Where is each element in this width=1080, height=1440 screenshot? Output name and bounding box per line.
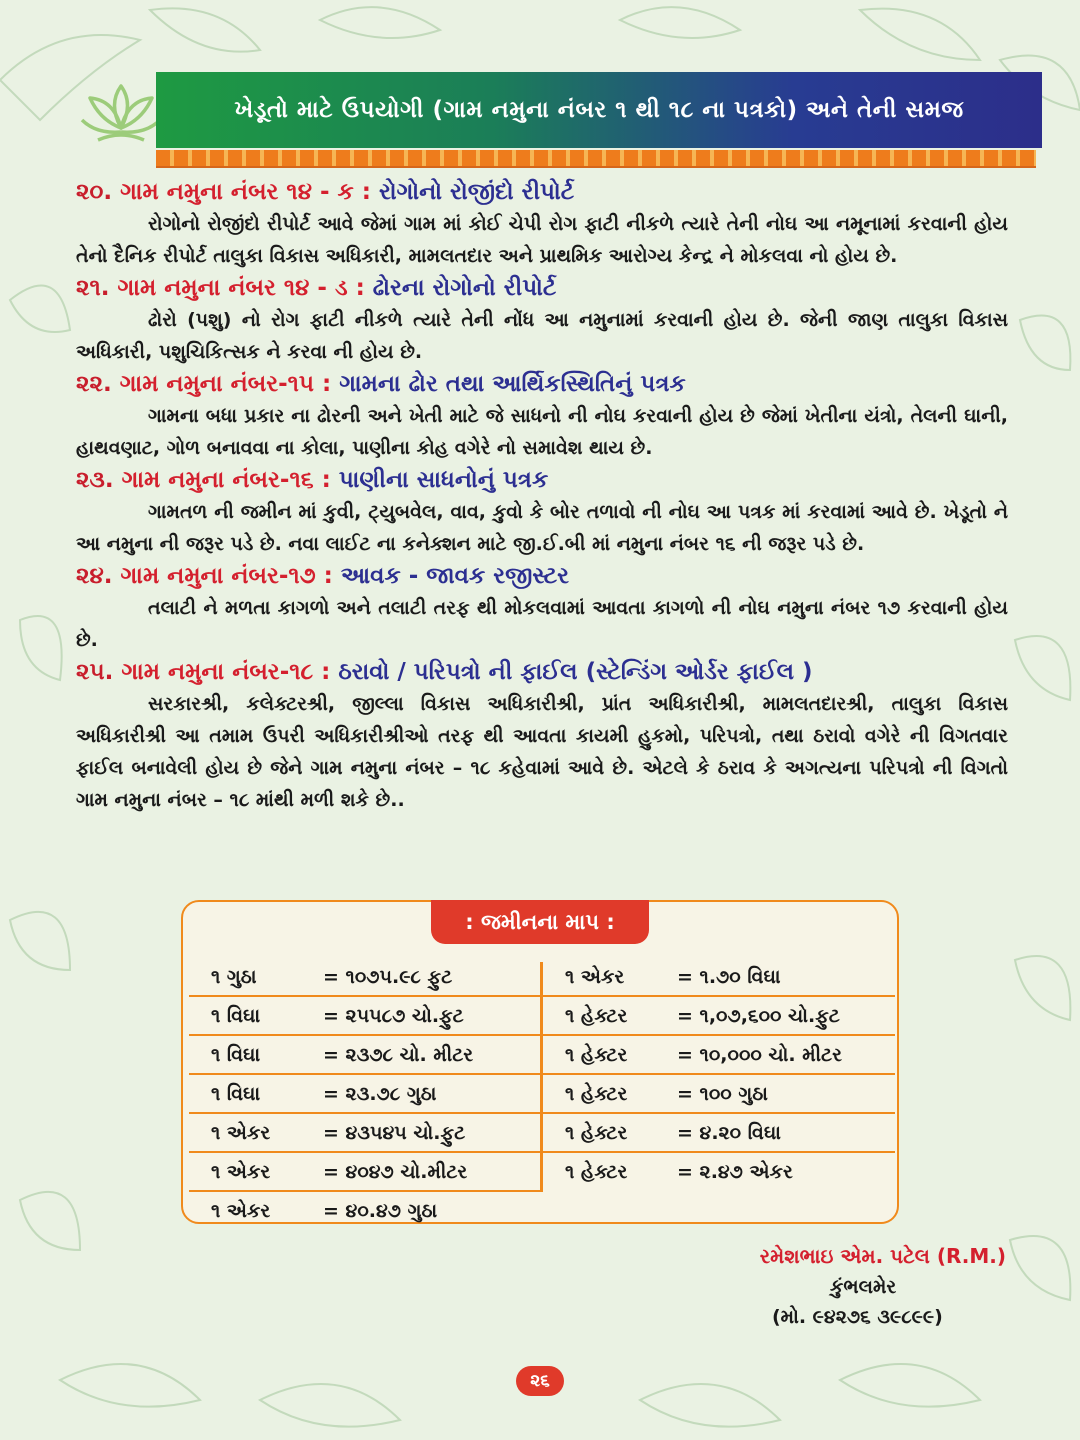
section-22 [76,368,1008,464]
author-place: કુંભલમેર [830,1276,897,1298]
section-label: ગામ નમુના નંબર ૧૪ - ડ : [117,275,365,301]
value-cell: = ૨૩.૭૮ ગુઠા [323,1082,437,1105]
section-20 [76,176,1008,272]
section-body: તલાટી ને મળતા કાગળો અને તલાટી તરફ થી મોકલવામાં આવતા કાગળો ની નોઘ નમુના નંબર ૧૭ કરવાની હોય છે. [76,597,1008,651]
section-body: ગામતળ ની જમીન માં કુવી, ટ્યુબવેલ, વાવ, કુવો કે બોર તળાવો ની નોઘ આ પત્રક માં કરવામાં આવે છે. ખેડૂતો ને આ નમુના ની જરૂર પડે છે. નવા લાઈટ ના કનેક્શન માટે જી.ઈ.બી માં નમુના નંબર ૧૬ ની જરૂર પડે છે. [76,501,1008,555]
section-label: ગામ નમુના નંબર ૧૪ - ક : [120,179,371,205]
measures-right-column [543,958,895,1190]
section-name: ઠરાવો / પરિપત્રો ની ફાઈલ (સ્ટેન્ડિંગ ઓર્ડર ફાઈલ ) [338,659,813,685]
unit-cell: ૧ એકર [211,1121,271,1144]
page-number: ૨૬ [516,1366,564,1396]
value-cell: = ૪૩૫૪૫ ચો.ફુટ [323,1121,466,1144]
table-row [189,1192,541,1229]
section-number: ૨૫. [76,659,114,685]
section-number: ૨૩. [76,467,114,493]
section-body: ગામના બધા પ્રકાર ના ઢોરની અને ખેતી માટે જે સાધનો ની નોઘ કરવાની હોય છે જેમાં ખેતીના યંત્રો, તેલની ઘાની, હાથવણાટ, ગોળ બનાવવા ના કોલા, પાણીના કોહ વગેરે નો સમાવેશ થાય છે. [76,405,1008,459]
author-phone: (મો. ૯૪૨૭૬ ૩૯૮૯૯) [772,1306,943,1328]
value-cell: = ૧,૦૭,૬૦૦ ચો.ફુટ [677,1004,840,1027]
page-title: ખેડૂતો માટે ઉપયોગી (ગામ નમુના નંબર ૧ થી ૧૮ ના પત્રકો) અને તેની સમજ [156,72,1042,148]
section-name: આવક - જાવક રજીસ્ટર [340,563,570,589]
value-cell: = ૪૦૪૭ ચો.મીટર [323,1160,468,1183]
page-header [78,72,1038,152]
value-cell: = ૨૩૭૮ ચો. મીટર [323,1043,474,1066]
section-title [76,176,1008,208]
section-name: રોગોનો રોજીંદો રીપોર્ટ [378,179,575,205]
table-title: : જમીનના માપ : [431,900,649,944]
table-row [189,997,541,1036]
value-cell: = ૧૦૦ ગુઠા [677,1082,768,1105]
table-row [189,1153,541,1192]
table-row [189,1114,541,1153]
lotus-icon [78,80,164,146]
section-21 [76,272,1008,368]
section-label: ગામ નમુના નંબર-૧૫ : [119,371,332,397]
section-body: રોગોનો રોજીંદો રીપોર્ટ આવે જેમાં ગામ માં કોઈ ચેપી રોગ ફાટી નીકળે ત્યારે તેની નોઘ આ નમૂનામાં કરવાની હોય તેનો દૈનિક રીપોર્ટ તાલુકા વિકાસ અધિકારી, મામલતદાર અને પ્રાથમિક આરોગ્ય કેન્દ્ર ને મોકલવા નો હોય છે. [76,213,1008,267]
value-cell: = ૧૦૭૫.૯૮ ફુટ [323,965,453,988]
section-body: સરકારશ્રી, કલેક્ટરશ્રી, જીલ્લા વિકાસ અધિકારીશ્રી, પ્રાંત અધિકારીશ્રી, મામલતદારશ્રી, તાલુકા વિકાસ અધિકારીશ્રી આ તમામ ઉપરી અધિકારીશ્રીઓ તરફ થી આવતા કાયમી હુકમો, પરિપત્રો, તથા ઠરાવો વગેરે ની વિગતવાર ફાઈલ બનાવેલી હોય છે જેને ગામ નમુના નંબર – ૧૮ કહેવામાં આવે છે. એટલે કે ઠરાવ કે અગત્યના પરિપત્રો ની વિગતો ગામ નમુના નંબર – ૧૮ માંથી મળી શકે છે.. [76,693,1008,811]
unit-cell: ૧ હેક્ટર [565,1043,628,1066]
section-number: ૨૨. [76,371,112,397]
table-row [189,1036,541,1075]
table-row [543,1153,895,1190]
value-cell: = ૨.૪૭ એકર [677,1160,793,1183]
section-number: ૨૪. [76,563,113,589]
unit-cell: ૧ વિઘા [211,1004,261,1027]
unit-cell: ૧ હેક્ટર [565,1160,628,1183]
section-23 [76,464,1008,560]
section-title [76,464,1008,496]
table-row [189,958,541,997]
section-name: ગામના ઢોર તથા આર્થિકસ્થિતિનું પત્રક [339,371,686,397]
section-label: ગામ નમુના નંબર-૧૬ : [121,467,331,493]
section-number: ૨૦. [76,179,113,205]
value-cell: = ૧૦,૦૦૦ ચો. મીટર [677,1043,842,1066]
unit-cell: ૧ હેક્ટર [565,1004,628,1027]
section-title [76,368,1008,400]
section-name: પાણીના સાધનોનું પત્રક [338,467,549,493]
author-name: રમેશભાઇ એમ. પટેલ (R.M.) [759,1244,1006,1268]
section-24 [76,560,1008,656]
section-title [76,560,1008,592]
main-content [76,176,1008,816]
table-row [543,997,895,1036]
section-title [76,272,1008,304]
land-measures-table [181,900,899,1224]
unit-cell: ૧ ગુઠા [211,965,257,988]
table-row [543,1036,895,1075]
section-number: ૨૧. [76,275,110,301]
measures-left-column [189,958,541,1229]
section-25 [76,656,1008,816]
section-title [76,656,1008,688]
value-cell: = ૪.૨૦ વિઘા [677,1121,781,1144]
section-label: ગામ નમુના નંબર-૧૭ : [120,563,333,589]
section-label: ગામ નમુના નંબર-૧૮ : [121,659,331,685]
value-cell: = ૨૫૫૮૭ ચો.ફુટ [323,1004,464,1027]
unit-cell: ૧ હેક્ટર [565,1121,628,1144]
value-cell: = ૪૦.૪૭ ગુઠા [323,1199,438,1222]
section-name: ઢોરના રોગોનો રીપોર્ટ [372,275,557,301]
unit-cell: ૧ હેક્ટર [565,1082,628,1105]
decorative-border [156,150,1036,168]
unit-cell: ૧ એકર [211,1160,271,1183]
value-cell: = ૧.૭૦ વિઘા [677,965,781,988]
table-row [543,1075,895,1114]
table-row [189,1075,541,1114]
table-row [543,958,895,997]
section-body: ઢોરો (પશુ) નો રોગ ફાટી નીકળે ત્યારે તેની નોંધ આ નમુનામાં કરવાની હોય છે. જેની જાણ તાલુકા વિકાસ અધિકારી, પશુચિકિત્સક ને કરવા ની હોય છે. [76,309,1008,363]
unit-cell: ૧ એકર [211,1199,271,1222]
unit-cell: ૧ એકર [565,965,625,988]
unit-cell: ૧ વિઘા [211,1043,261,1066]
table-row [543,1114,895,1153]
unit-cell: ૧ વિઘા [211,1082,261,1105]
